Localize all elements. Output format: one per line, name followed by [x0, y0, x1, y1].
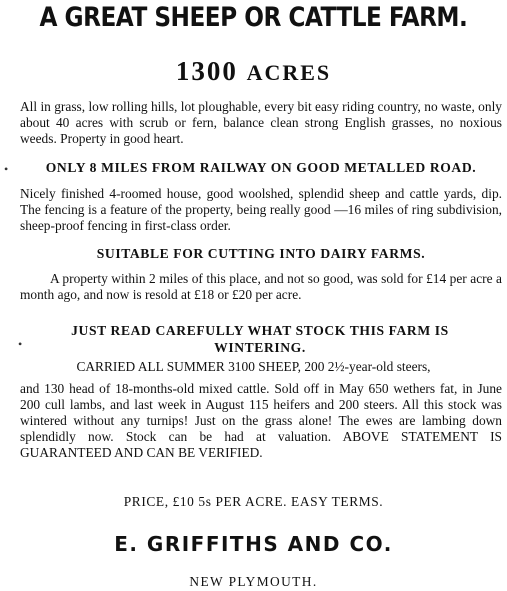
acreage-number: 1300	[175, 56, 238, 86]
acreage-word: ACRES	[246, 60, 332, 85]
advert-headline: A GREAT SHEEP OR CATTLE FARM.	[39, 2, 468, 33]
price-comparison-paragraph: A property within 2 miles of this place, and not so good, was sold for £14 per acre a month ago, and now is resold at £18 or £20 per acre.	[20, 271, 502, 302]
margin-mark: •	[18, 337, 23, 351]
dairy-suitability-line: SUITABLE FOR CUTTING INTO DAIRY FARMS.	[96, 246, 426, 261]
stock-summary-first-line: CARRIED ALL SUMMER 3100 SHEEP, 200 2½-year-old steers,	[76, 359, 431, 374]
margin-mark: •	[4, 162, 9, 176]
railway-distance-line: ONLY 8 MILES FROM RAILWAY ON GOOD METALLED ROAD.	[45, 160, 477, 175]
stock-heading: JUST READ CAREFULLY WHAT STOCK THIS FARM IS WINTERING.	[71, 323, 449, 355]
agent-town: NEW PLYMOUTH.	[189, 574, 318, 589]
stock-details-paragraph: and 130 head of 18-months-old mixed cattle. Sold off in May 650 wethers fat, in June 200 cull lambs, and last week in August 115 heifers and 200 steers. All this stock was wintered without any turnips! Just on the grass alone! The ewes are lambing down splendidly now. Stock can be had at valuation. ABOVE STATEMENT IS GUARANTEED AND CAN BE VERIFIED.	[20, 381, 502, 460]
agent-firm-name: E. GRIFFITHS AND CO.	[114, 532, 393, 556]
buildings-and-fencing-description: Nicely finished 4-roomed house, good woolshed, splendid sheep and cattle yards, dip. The fencing is a feature of the property, being really good —16 miles of ring subdivision, sheep-proof fencing in first-class order.	[20, 186, 502, 233]
acreage-heading	[0, 55, 507, 89]
price-and-terms-line: PRICE, £10 5s PER ACRE. EASY TERMS.	[123, 494, 384, 509]
land-description: All in grass, low rolling hills, lot ploughable, every bit easy riding country, no waste, only about 40 acres with scrub or fern, balance clean strong English grasses, no noxious weeds. Property in good heart.	[20, 99, 502, 146]
